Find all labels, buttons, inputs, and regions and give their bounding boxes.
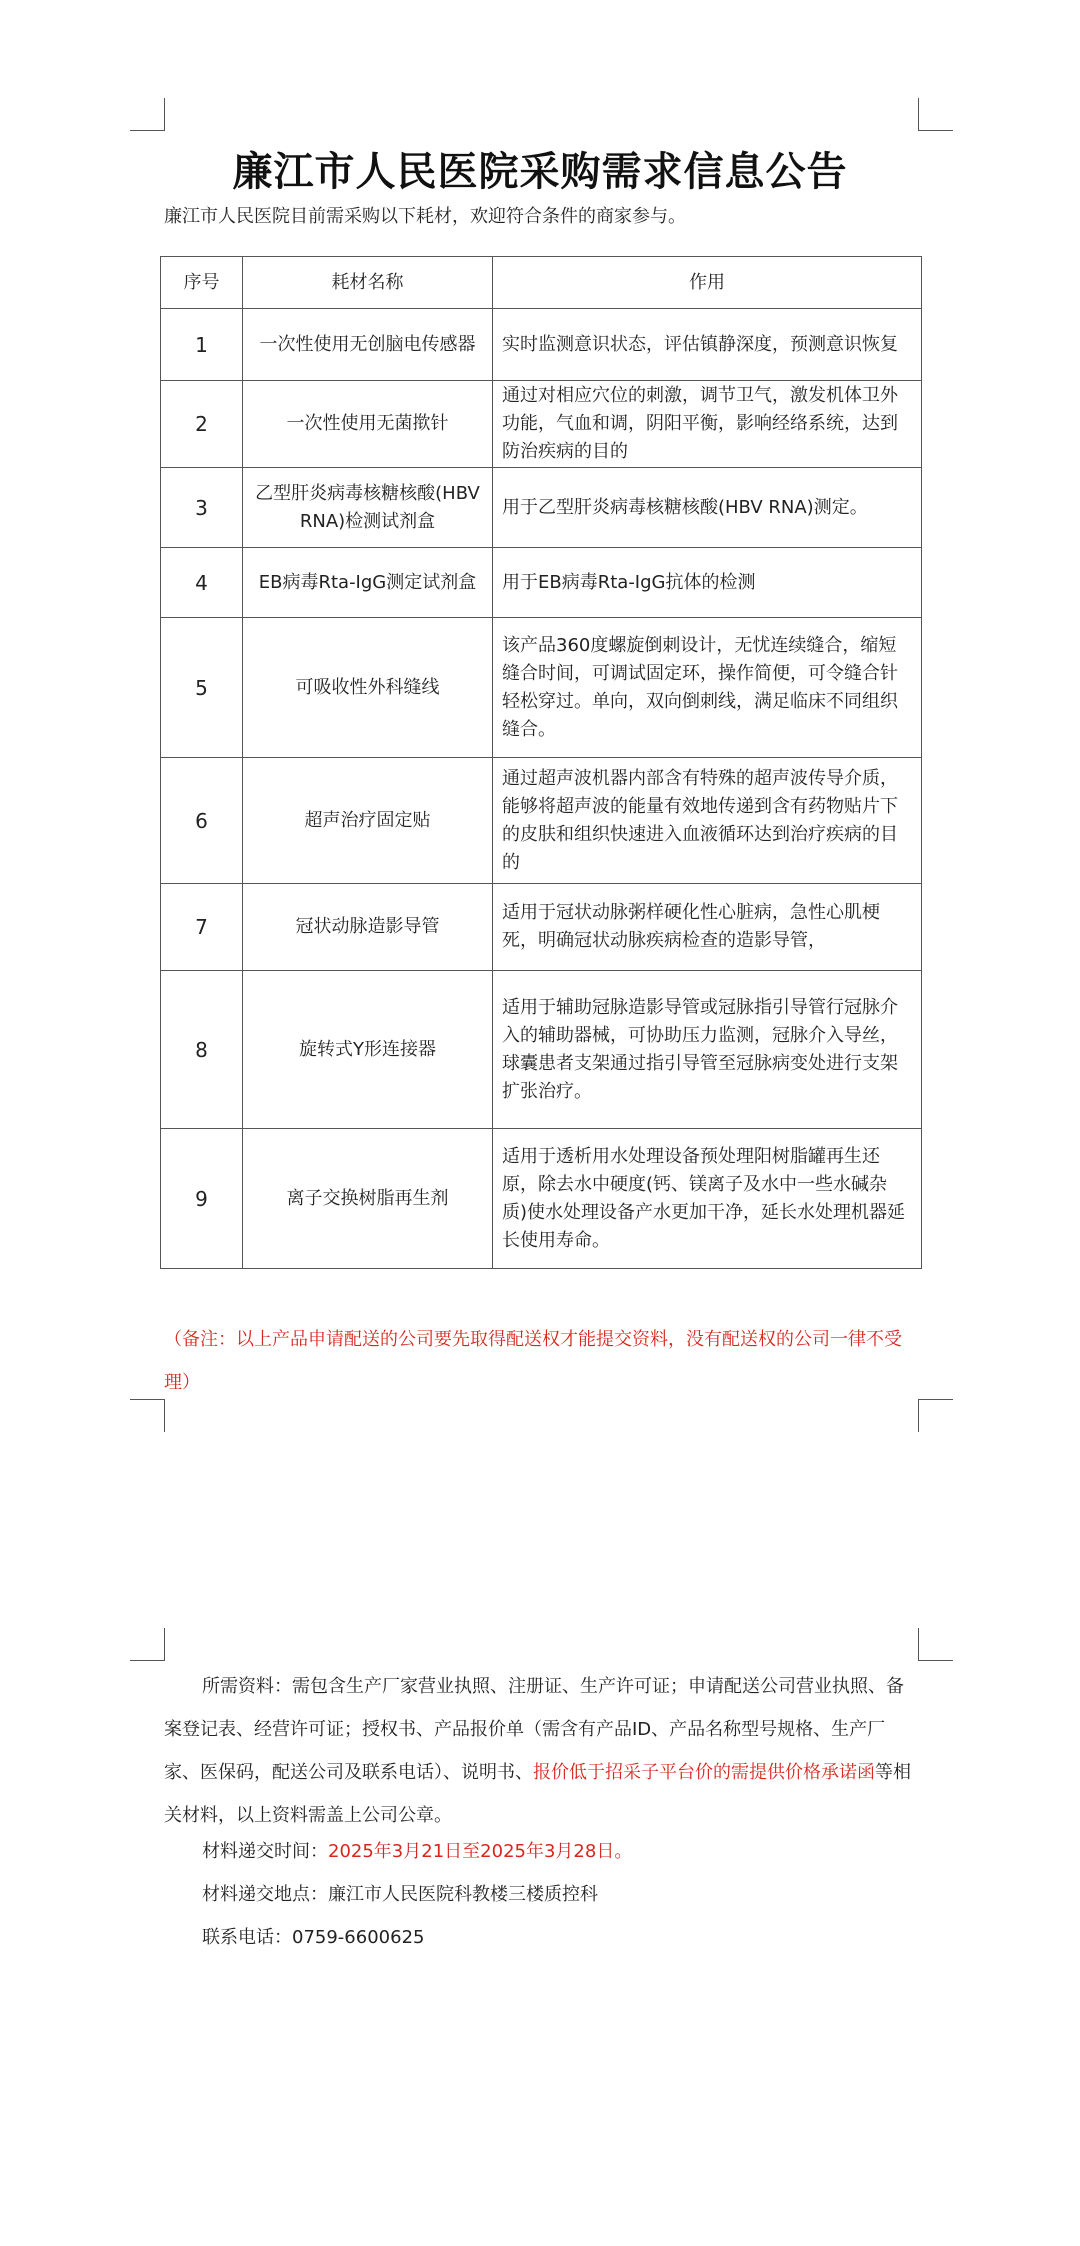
submission-time-label: 材料递交时间：: [202, 1841, 328, 1862]
row-name: EB病毒Rta-IgG测定试剂盒: [243, 548, 493, 618]
row-use: 通过对相应穴位的刺激，调节卫气，激发机体卫外功能，气血和调，阴阳平衡，影响经络系统，达到防治疾病的目的: [493, 381, 922, 468]
items-table: [160, 256, 922, 1269]
row-no: 4: [161, 548, 243, 618]
row-use: 用于乙型肝炎病毒核糖核酸(HBV RNA)测定。: [493, 468, 922, 548]
row-no: 2: [161, 381, 243, 468]
row-name: 一次性使用无菌揿针: [243, 381, 493, 468]
row-no: 6: [161, 758, 243, 884]
row-no: 1: [161, 309, 243, 381]
header-name: 耗材名称: [243, 257, 493, 309]
row-name: 旋转式Y形连接器: [243, 971, 493, 1129]
table-row: [161, 618, 922, 758]
row-name: 一次性使用无创脑电传感器: [243, 309, 493, 381]
row-no: 7: [161, 884, 243, 971]
submission-place-value: 廉江市人民医院科教楼三楼质控科: [328, 1884, 598, 1905]
row-no: 9: [161, 1129, 243, 1269]
row-use: 适用于透析用水处理设备预处理阳树脂罐再生还原，除去水中硬度(钙、镁离子及水中一些水碱杂质)使水处理设备产水更加干净，延长水处理机器延长使用寿命。: [493, 1129, 922, 1269]
header-no: 序号: [161, 257, 243, 309]
materials-text-end: 等相关材料，以上资料需盖上公司公章。: [164, 1762, 911, 1826]
table-row: [161, 884, 922, 971]
crop-mark-lower-right: [918, 1628, 953, 1661]
row-no: 8: [161, 971, 243, 1129]
crop-mark-top-right: [918, 98, 953, 131]
contact-value: 0759-6600625: [292, 1927, 425, 1948]
contact-label: 联系电话：: [202, 1927, 292, 1948]
table-row: [161, 548, 922, 618]
crop-mark-mid-right: [918, 1399, 953, 1432]
crop-mark-top-left: [130, 98, 165, 131]
required-materials: [164, 1665, 920, 1837]
materials-highlight: 报价低于招采子平台价的需提供价格承诺函: [533, 1762, 875, 1783]
row-use: 该产品360度螺旋倒刺设计，无忧连续缝合，缩短缝合时间，可调试固定环，操作简便，可令缝合针轻松穿过。单向，双向倒刺线，满足临床不同组织缝合。: [493, 618, 922, 758]
row-use: 实时监测意识状态，评估镇静深度，预测意识恢复: [493, 309, 922, 381]
materials-text: 所需资料：需包含生产厂家营业执照、注册证、生产许可证；申请配送公司营业执照、备案登记表、经营许可证；授权书、产品报价单（需含有产品ID、产品名称型号规格、生产厂家、医保码，配送公司及联系电话）、说明书、: [164, 1676, 904, 1783]
row-name: 离子交换树脂再生剂: [243, 1129, 493, 1269]
row-no: 3: [161, 468, 243, 548]
crop-mark-lower-left: [130, 1628, 165, 1661]
table-header-row: [161, 257, 922, 309]
contact-phone: [202, 1916, 958, 1959]
submission-time: [202, 1830, 958, 1873]
submission-place: [202, 1873, 958, 1916]
row-use: 适用于辅助冠脉造影导管或冠脉指引导管行冠脉介入的辅助器械，可协助压力监测，冠脉介入导丝，球囊患者支架通过指引导管至冠脉病变处进行支架扩张治疗。: [493, 971, 922, 1129]
table-row: [161, 468, 922, 548]
row-name: 乙型肝炎病毒核糖核酸(HBV RNA)检测试剂盒: [243, 468, 493, 548]
crop-mark-mid-left: [130, 1399, 165, 1432]
table-row: [161, 1129, 922, 1269]
submission-time-value: 2025年3月21日至2025年3月28日。: [328, 1841, 633, 1862]
page-title: 廉江市人民医院采购需求信息公告: [232, 149, 848, 195]
remark-note: （备注：以上产品申请配送的公司要先取得配送权才能提交资料，没有配送权的公司一律不受理）: [164, 1329, 902, 1393]
table-row: [161, 309, 922, 381]
row-name: 可吸收性外科缝线: [243, 618, 493, 758]
intro-text: 廉江市人民医院目前需采购以下耗材，欢迎符合条件的商家参与。: [164, 206, 686, 227]
row-use: 用于EB病毒Rta-IgG抗体的检测: [493, 548, 922, 618]
row-name: 超声治疗固定贴: [243, 758, 493, 884]
table-row: [161, 971, 922, 1129]
row-name: 冠状动脉造影导管: [243, 884, 493, 971]
table-row: [161, 758, 922, 884]
submission-place-label: 材料递交地点：: [202, 1884, 328, 1905]
table-row: [161, 381, 922, 468]
row-no: 5: [161, 618, 243, 758]
header-use: 作用: [493, 257, 922, 309]
row-use: 适用于冠状动脉粥样硬化性心脏病，急性心肌梗死，明确冠状动脉疾病检查的造影导管，: [493, 884, 922, 971]
row-use: 通过超声波机器内部含有特殊的超声波传导介质，能够将超声波的能量有效地传递到含有药物贴片下的皮肤和组织快速进入血液循环达到治疗疾病的目的: [493, 758, 922, 884]
